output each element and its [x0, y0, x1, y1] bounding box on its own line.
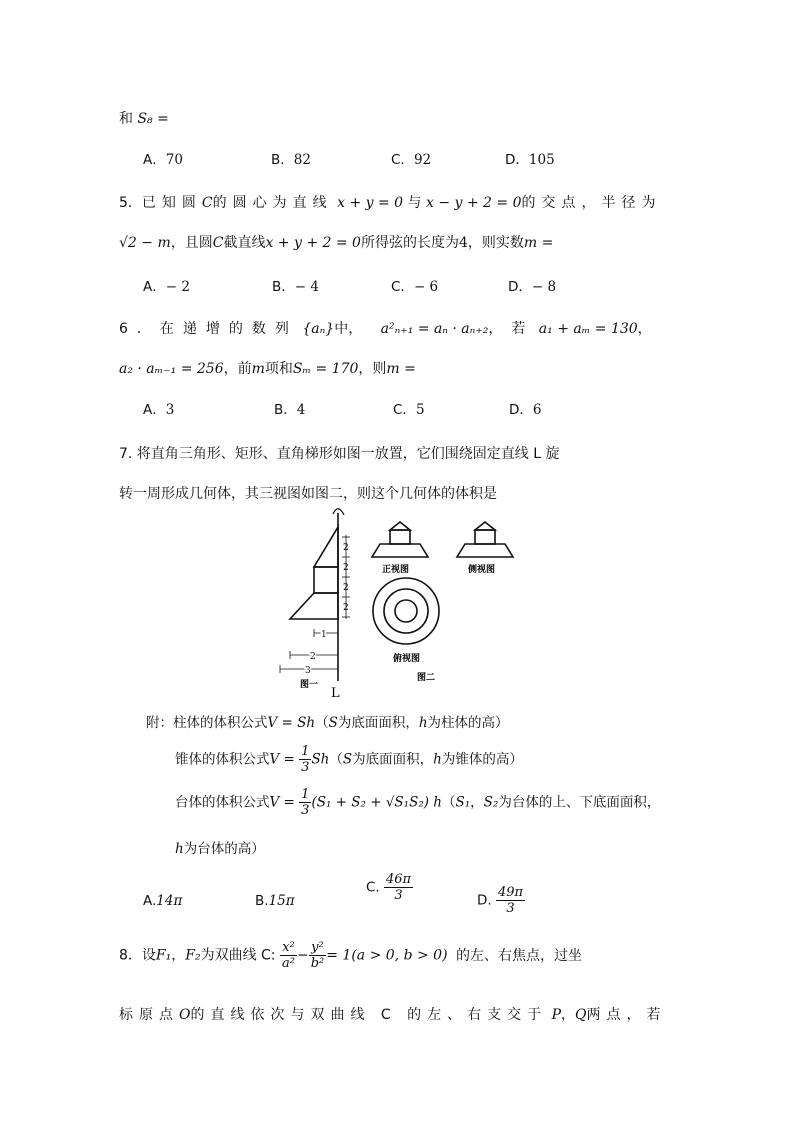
appendix-row-2: 锥体的体积公式V = $\frac{1}{3}$ Sh（S为底面面积，h为锥体的高） [175, 744, 523, 775]
q4-option-a[interactable]: A．70 [143, 152, 183, 168]
side-view-label: 侧视图 [468, 564, 496, 574]
q5-line-1: 5．已知圆C的圆心为直线 x + y = 0 与 x − y + 2 = 0的交点，半径为 [119, 195, 662, 211]
dim-h-3: 3 [305, 666, 311, 676]
q7-option-c[interactable]: C. $\frac{46\pi}{3}$ [366, 872, 412, 903]
q8-line-2: 标原点O的直线依次与双曲线 C 的左、右支交于 P，Q两点，若 [119, 1007, 667, 1023]
q5-line-2: √2 − m，且圆C截直线x + y + 2 = 0所得弦的长度为4，则实数m = [119, 235, 554, 251]
triangle-shape [314, 527, 338, 567]
q5-option-c[interactable]: C．− 6 [391, 279, 439, 295]
q6-option-c[interactable]: C．5 [393, 402, 425, 418]
q4-option-c[interactable]: C．92 [391, 152, 432, 168]
fig1-label: 图一 [300, 679, 319, 689]
dim-v-2: 2 [343, 563, 349, 573]
dim-h-1: 1 [321, 630, 327, 640]
q6-line-1: 6．在递增的数列 {aₙ}中， a²ₙ₊₁ = aₙ · aₙ₊₂，若 a₁ + aₘ = 130， [119, 321, 652, 337]
q4-tail: 和 S₈ = [119, 111, 169, 127]
top-view [373, 578, 439, 644]
q5-option-a[interactable]: A．− 2 [143, 279, 190, 295]
appendix-row-3: 台体的体积公式V = $\frac{1}{3}$ (S₁ + S₂ + √S₁S₂) h（S₁，S₂为台体的上、下底面面积， [175, 787, 661, 818]
q4-option-b[interactable]: B．82 [271, 152, 311, 168]
q7-line-1: 7. 将直角三角形、矩形、直角梯形如图一放置，它们围绕固定直线 L 旋 [119, 446, 560, 462]
top-view-label: 俯视图 [393, 653, 421, 663]
q6-line-2: a₂ · aₘ₋₁ = 256，前m项和Sₘ = 170，则m = [119, 361, 416, 377]
q7-figure [270, 505, 530, 705]
q7-line-2: 转一周形成几何体，其三视图如图二，则这个几何体的体积是 [119, 486, 497, 502]
q7-option-b[interactable]: B.15π [255, 893, 295, 909]
axis-label-l: L [331, 686, 340, 701]
trapezoid-shape [290, 593, 338, 619]
q6-option-a[interactable]: A．3 [143, 402, 175, 418]
front-view [372, 522, 428, 557]
q4-option-d[interactable]: D．105 [505, 152, 555, 168]
fig2-label: 图二 [417, 672, 436, 682]
appendix-row-1: 附：柱体的体积公式V = Sh（S为底面面积，h为柱体的高） [146, 715, 509, 731]
q6-option-d[interactable]: D．6 [509, 402, 542, 418]
q5-option-d[interactable]: D．− 8 [508, 279, 557, 295]
appendix-row-4: h为台体的高） [175, 841, 265, 857]
side-view [457, 522, 513, 557]
q5-option-b[interactable]: B．− 4 [272, 279, 319, 295]
dim-h-2: 2 [310, 652, 316, 662]
dim-v-4: 2 [343, 603, 349, 613]
front-view-label: 正视图 [382, 564, 410, 574]
q8-line-1: 8．设F₁，F₂为双曲线 C: $\frac{\text{x²}}{\text{a²}}$ − $\frac{\text{y²}}{\text{b²}}$ = 1(a > 0, b > 0) 的左、右焦点，过坐 [119, 940, 582, 971]
dim-v-3: 2 [343, 583, 349, 593]
rectangle-shape [314, 567, 338, 593]
dim-v-1: 2 [343, 543, 349, 553]
q7-option-a[interactable]: A.14π [143, 893, 183, 909]
q7-option-d[interactable]: D. $\frac{49\pi}{3}$ [477, 885, 524, 916]
q6-option-b[interactable]: B．4 [274, 402, 306, 418]
